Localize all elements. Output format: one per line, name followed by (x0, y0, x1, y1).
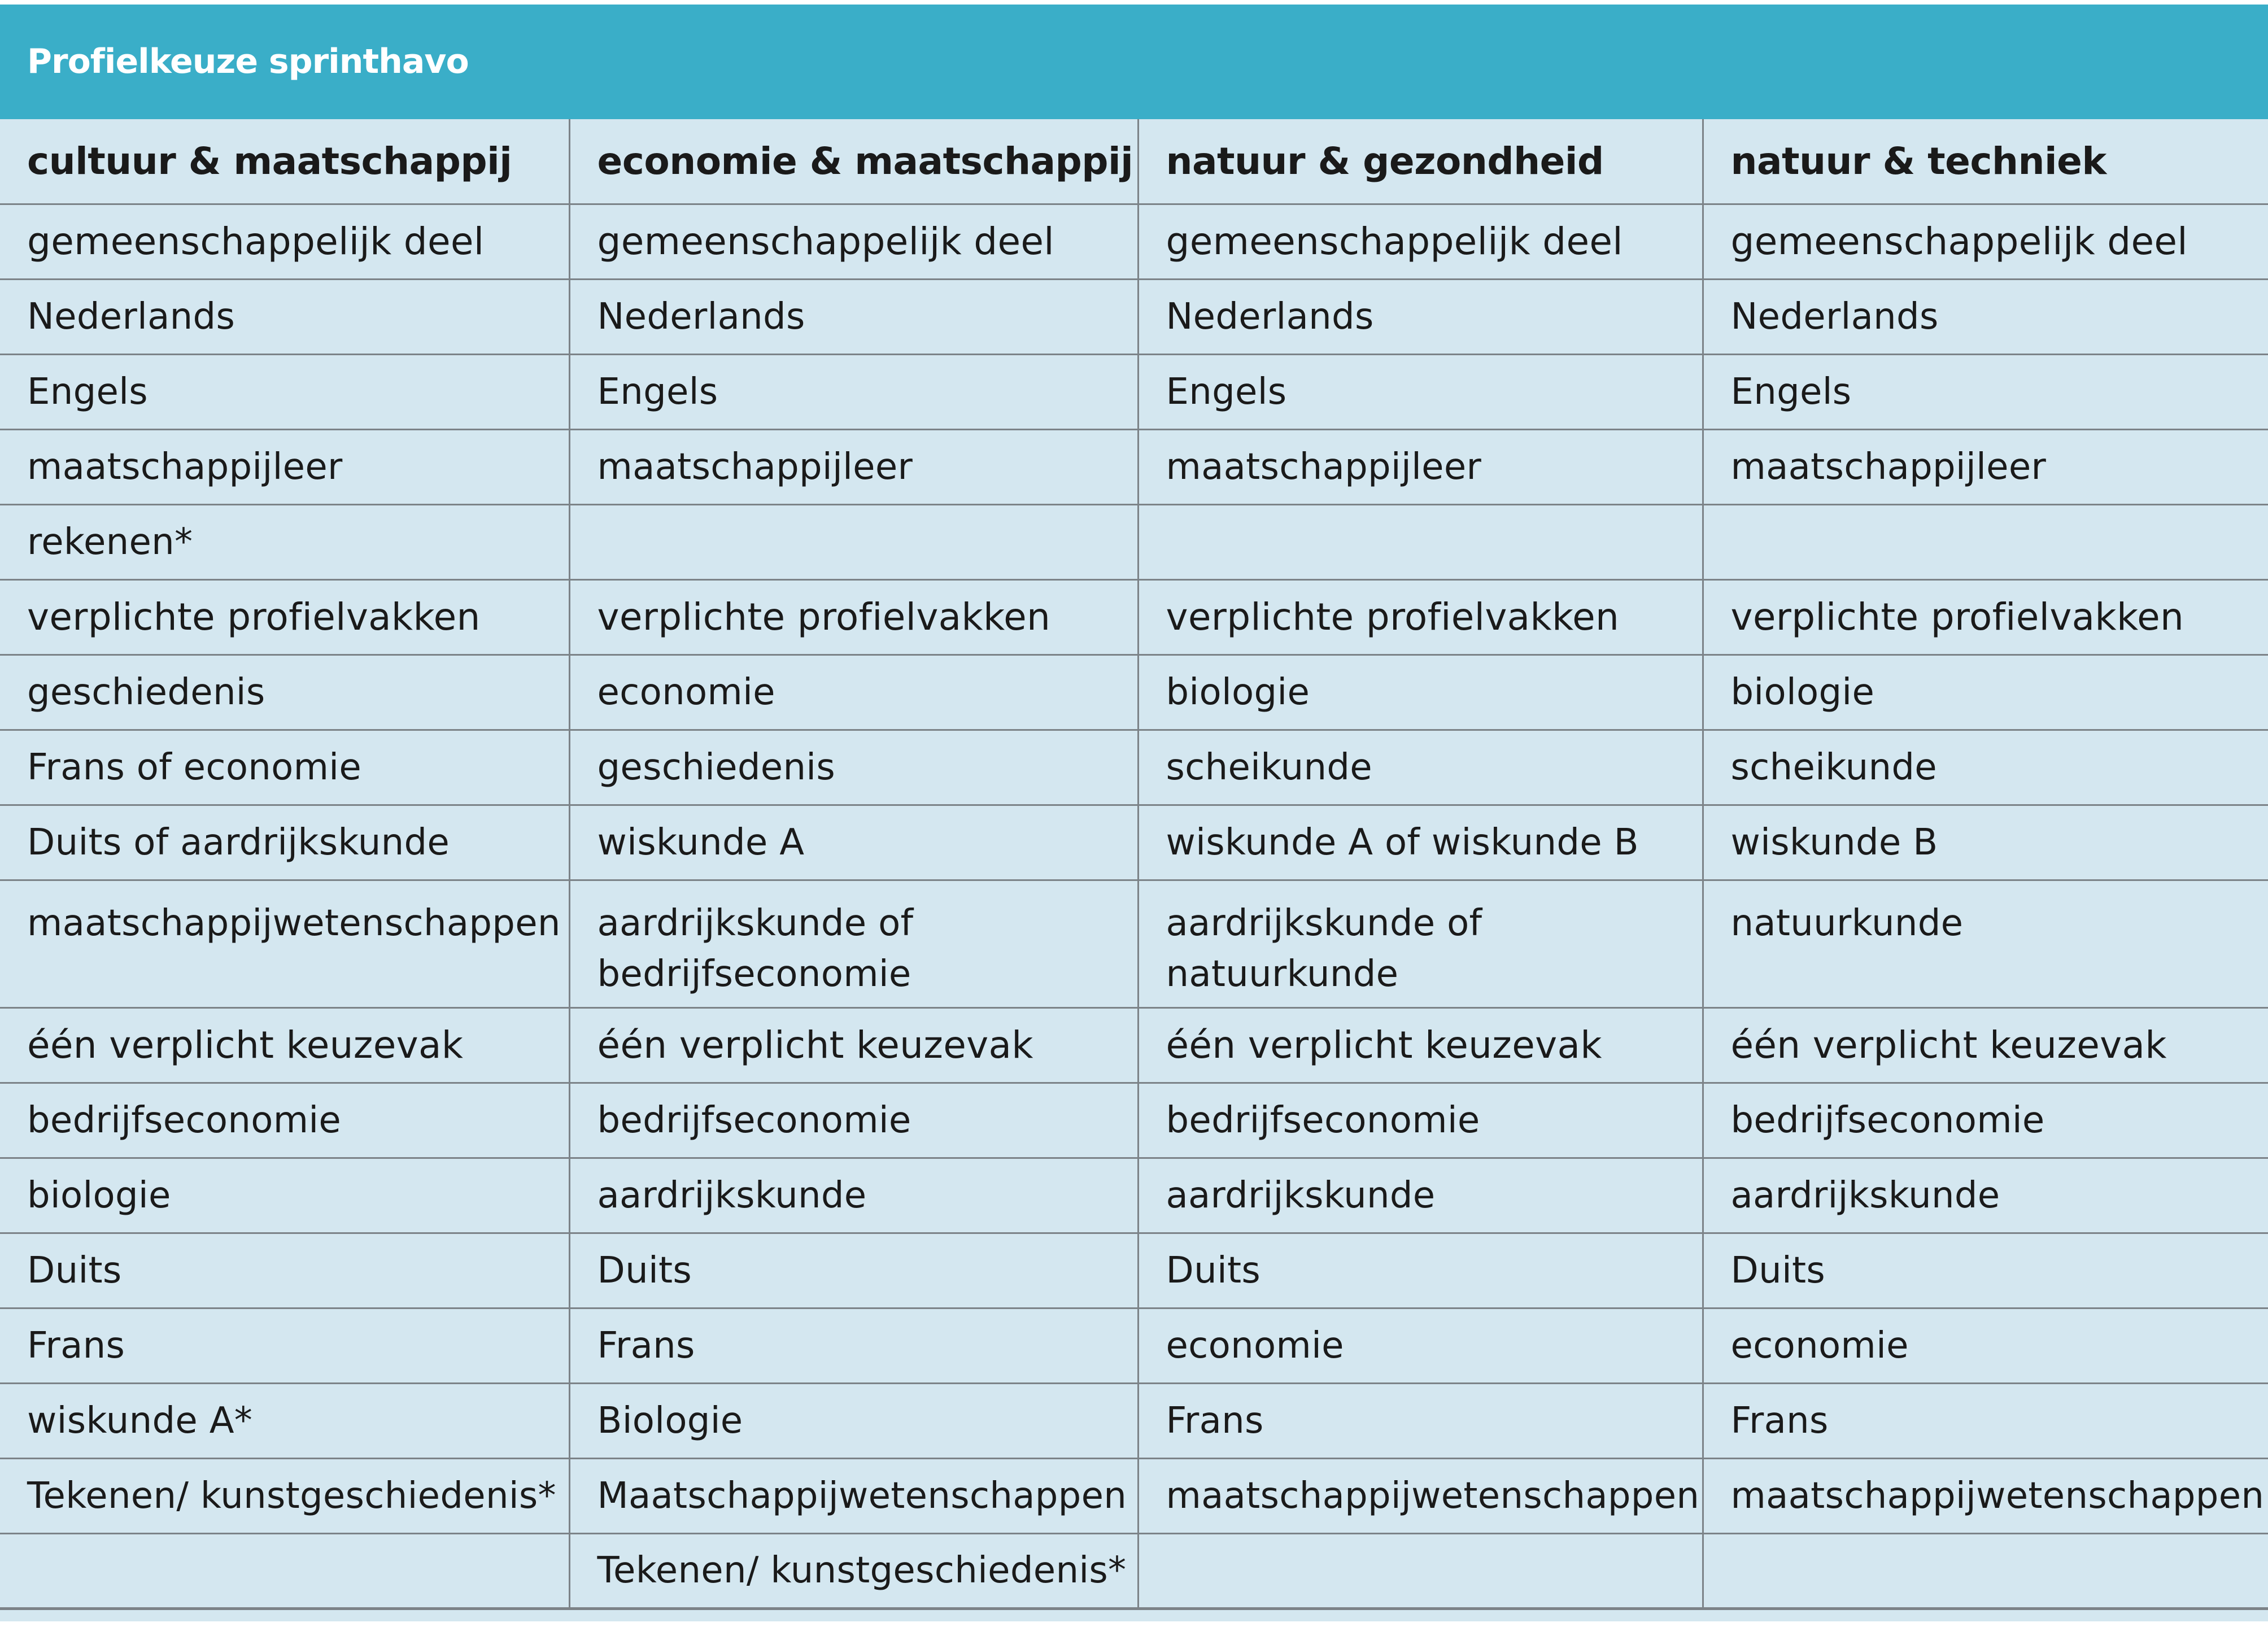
table-cell: Frans (569, 1308, 1138, 1383)
section-label: één verplicht keuzevak (569, 1007, 1138, 1083)
table-row (0, 805, 2268, 880)
table-row (0, 429, 2268, 504)
table-cell: scheikunde (1703, 730, 2268, 805)
table-cell: maatschappijwetenschappen (1138, 1458, 1703, 1533)
section-label: gemeenschappelijk deel (1138, 204, 1703, 279)
table-cell: Tekenen/ kunstgeschiedenis* (569, 1533, 1138, 1608)
table-cell (1138, 504, 1703, 579)
table-cell: Nederlands (569, 279, 1138, 354)
table-cell: natuurkunde (1703, 880, 2268, 1007)
table-cell (569, 504, 1138, 579)
table-cell: geschiedenis (569, 730, 1138, 805)
section-row-verplicht-keuzevak (0, 1007, 2268, 1083)
table-cell: maatschappijwetenschappen (0, 880, 569, 1007)
table-row (0, 504, 2268, 579)
table-cell: bedrijfseconomie (1703, 1083, 2268, 1158)
table-cell (1703, 1533, 2268, 1608)
table-cell: Engels (1138, 354, 1703, 429)
column-header-economie-maatschappij: economie & maatschappij (569, 119, 1138, 204)
table-cell: Engels (0, 354, 569, 429)
table-cell: economie (1138, 1308, 1703, 1383)
table-cell: bedrijfseconomie (0, 1083, 569, 1158)
section-label: verplichte profielvakken (569, 579, 1138, 655)
table-cell: Duits (1703, 1233, 2268, 1308)
table-cell: aardrijkskunde (569, 1158, 1138, 1233)
table-cell: Duits of aardrijkskunde (0, 805, 569, 880)
table-cell: maatschappijwetenschappen (1703, 1458, 2268, 1533)
table-cell: Duits (569, 1233, 1138, 1308)
table-cell: Frans of economie (0, 730, 569, 805)
table-cell: maatschappijleer (1138, 429, 1703, 504)
section-label: één verplicht keuzevak (0, 1007, 569, 1083)
section-label: gemeenschappelijk deel (0, 204, 569, 279)
table-cell: Duits (1138, 1233, 1703, 1308)
table-cell: maatschappijleer (1703, 429, 2268, 504)
table-row (0, 1158, 2268, 1233)
table-cell: bedrijfseconomie (1138, 1083, 1703, 1158)
table-cell: Biologie (569, 1383, 1138, 1458)
table-cell: wiskunde A (569, 805, 1138, 880)
table-cell: maatschappijleer (0, 429, 569, 504)
profile-choice-panel (0, 5, 2268, 1621)
table-cell: aardrijkskunde (1138, 1158, 1703, 1233)
table-cell: Nederlands (0, 279, 569, 354)
table-cell: Maatschappijwetenschappen (569, 1458, 1138, 1533)
table-cell: Frans (1138, 1383, 1703, 1458)
table-cell: scheikunde (1138, 730, 1703, 805)
table-cell: economie (1703, 1308, 2268, 1383)
column-header-cultuur-maatschappij: cultuur & maatschappij (0, 119, 569, 204)
table-cell: Engels (569, 354, 1138, 429)
table-cell: wiskunde A* (0, 1383, 569, 1458)
table-cell: aardrijkskunde of bedrijfseconomie (569, 880, 1138, 1007)
section-label: één verplicht keuzevak (1138, 1007, 1703, 1083)
column-header-natuur-techniek: natuur & techniek (1703, 119, 2268, 204)
table-cell: Frans (0, 1308, 569, 1383)
table-cell: bedrijfseconomie (569, 1083, 1138, 1158)
column-header-natuur-gezondheid: natuur & gezondheid (1138, 119, 1703, 204)
table-row (0, 354, 2268, 429)
table-cell (1703, 504, 2268, 579)
table-row (0, 1308, 2268, 1383)
table-cell: rekenen* (0, 504, 569, 579)
table-cell: wiskunde B (1703, 805, 2268, 880)
table-cell: aardrijkskunde (1703, 1158, 2268, 1233)
table-cell: maatschappijleer (569, 429, 1138, 504)
table-cell: Duits (0, 1233, 569, 1308)
table-cell: Tekenen/ kunstgeschiedenis* (0, 1458, 569, 1533)
table-cell (1138, 1533, 1703, 1608)
section-row-verplichte-profielvakken (0, 579, 2268, 655)
table-row (0, 1233, 2268, 1308)
table-header-row (0, 119, 2268, 204)
table-cell: wiskunde A of wiskunde B (1138, 805, 1703, 880)
panel-title: Profielkeuze sprinthavo (0, 5, 2268, 119)
table-row (0, 880, 2268, 1007)
table-row (0, 1383, 2268, 1458)
table-cell: Nederlands (1703, 279, 2268, 354)
table-cell: biologie (0, 1158, 569, 1233)
section-label: gemeenschappelijk deel (569, 204, 1138, 279)
table-cell: Nederlands (1138, 279, 1703, 354)
table-row (0, 1458, 2268, 1533)
table-cell: biologie (1138, 655, 1703, 730)
table-cell: aardrijkskunde of natuurkunde (1138, 880, 1703, 1007)
table-cell: biologie (1703, 655, 2268, 730)
table-row (0, 1083, 2268, 1158)
table-cell: Frans (1703, 1383, 2268, 1458)
table-row (0, 279, 2268, 354)
table-row (0, 655, 2268, 730)
table-cell: economie (569, 655, 1138, 730)
section-label: verplichte profielvakken (1138, 579, 1703, 655)
table-cell: geschiedenis (0, 655, 569, 730)
table-row (0, 730, 2268, 805)
table-row (0, 1533, 2268, 1608)
profile-table (0, 119, 2268, 1610)
section-label: één verplicht keuzevak (1703, 1007, 2268, 1083)
table-cell (0, 1533, 569, 1608)
section-label: gemeenschappelijk deel (1703, 204, 2268, 279)
table-cell: Engels (1703, 354, 2268, 429)
section-label: verplichte profielvakken (0, 579, 569, 655)
section-row-gemeenschappelijk-deel (0, 204, 2268, 279)
section-label: verplichte profielvakken (1703, 579, 2268, 655)
